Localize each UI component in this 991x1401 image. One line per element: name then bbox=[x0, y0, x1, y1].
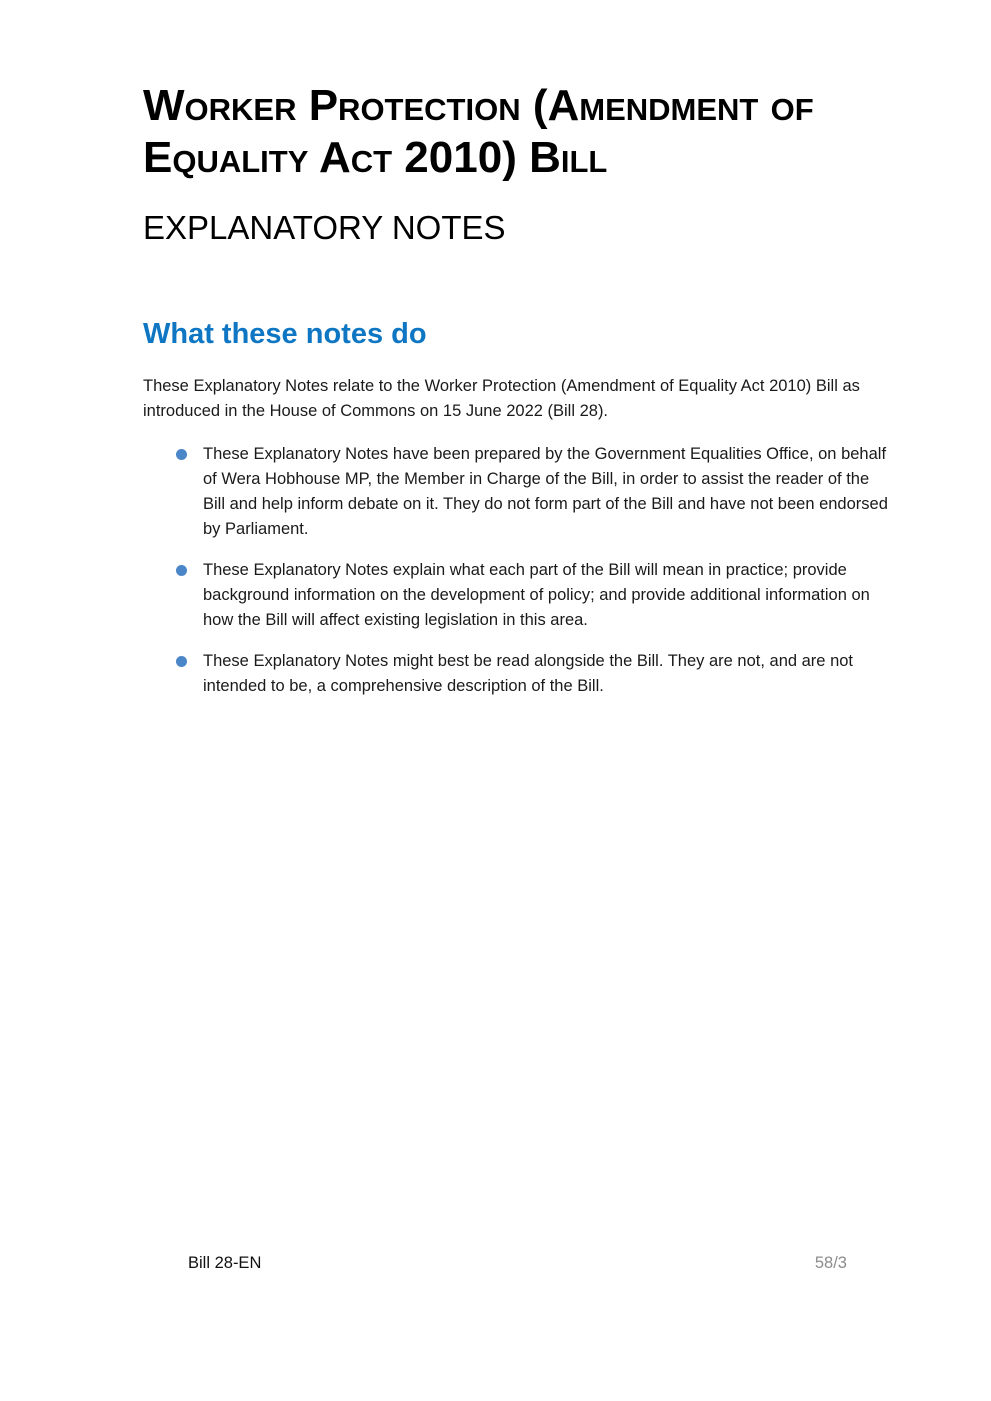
document-content bbox=[143, 80, 893, 699]
bullet-text: These Explanatory Notes explain what each part of the Bill will mean in practice; provide background information on the development of policy; and provide additional information on how the Bill will affect existing legislation in this area. bbox=[203, 561, 870, 629]
bullet-item bbox=[143, 558, 893, 633]
bullet-text: These Explanatory Notes might best be read alongside the Bill. They are not, and are not intended to be, a comprehensive description of the Bill. bbox=[203, 652, 854, 695]
bullet-text: These Explanatory Notes have been prepared by the Government Equalities Office, on behalf of Wera Hobhouse MP, the Member in Charge of the Bill, in order to assist the reader of the Bill and help inform debate on it. They do not form part of the Bill and have not been endorsed by Parliament. bbox=[203, 445, 888, 538]
document-title-line-1: Worker Protection (Amendment of bbox=[143, 81, 814, 130]
bullet-item bbox=[143, 649, 893, 699]
document-subtitle: EXPLANATORY NOTES bbox=[143, 209, 506, 246]
document-title-line-2: Equality Act 2010) Bill bbox=[143, 133, 608, 182]
section-heading: What these notes do bbox=[143, 318, 427, 350]
bullet-icon bbox=[176, 565, 187, 576]
bullet-icon bbox=[176, 449, 187, 460]
footer-bill-number: Bill 28-EN bbox=[188, 1254, 262, 1272]
bullet-item bbox=[143, 442, 893, 542]
document-title bbox=[143, 80, 893, 184]
intro-paragraph: These Explanatory Notes relate to the Worker Protection (Amendment of Equality Act 2010) Bill as introduced in the House of Commons on 15 June 2022 (Bill 28). bbox=[143, 377, 860, 420]
page-footer bbox=[188, 1254, 847, 1273]
footer-page-number: 58/3 bbox=[814, 1254, 847, 1272]
bullet-icon bbox=[176, 656, 187, 667]
bullet-list bbox=[143, 442, 893, 699]
